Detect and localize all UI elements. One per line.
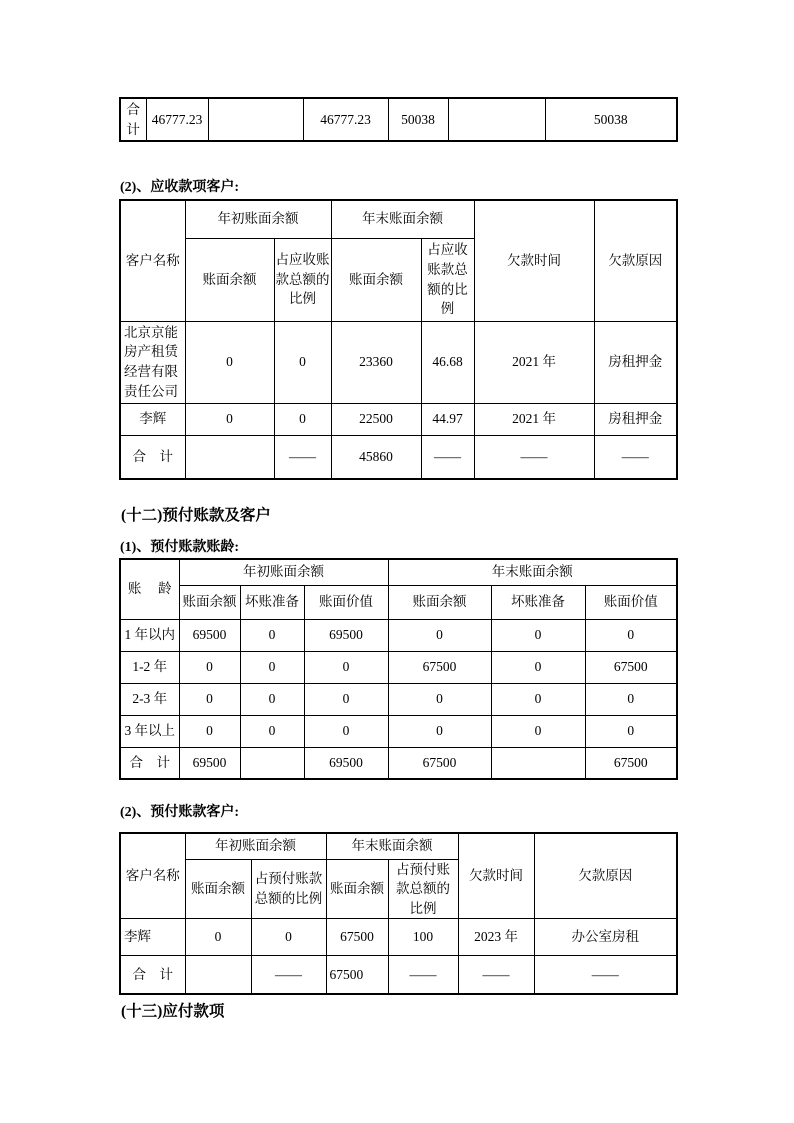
data-cell: 0: [179, 715, 240, 747]
table-row: [120, 321, 677, 403]
data-cell: 0: [185, 403, 274, 435]
data-cell: [240, 747, 304, 779]
data-cell: 67500: [585, 747, 677, 779]
header-ratio: 占预付账款总额的比例: [388, 859, 458, 919]
data-cell: 房租押金: [594, 403, 677, 435]
age-label-cell: 1-2 年: [120, 651, 179, 683]
data-cell: 22500: [331, 403, 421, 435]
header-end-balance-group: 年末账面余额: [331, 200, 474, 238]
header-book-balance: 账面余额: [185, 859, 251, 919]
header-ratio: 占预付账款总额的比例: [251, 859, 326, 919]
data-cell: ——: [474, 435, 594, 479]
data-cell: 50038: [388, 98, 448, 141]
data-cell: 69500: [179, 747, 240, 779]
data-cell: 50038: [545, 98, 677, 141]
data-cell: 0: [304, 651, 388, 683]
aging-total-row-table: [119, 97, 678, 142]
header-begin-balance-group: 年初账面余额: [185, 200, 331, 238]
data-cell: 0: [304, 715, 388, 747]
table-row: [120, 715, 677, 747]
header-ratio: 占应收账款总额的比例: [421, 238, 474, 321]
data-cell: 67500: [585, 651, 677, 683]
data-cell: 0: [179, 683, 240, 715]
data-cell: [185, 435, 274, 479]
data-cell: 0: [240, 683, 304, 715]
data-cell: 0: [240, 619, 304, 651]
data-cell: 67500: [388, 747, 491, 779]
heading-prepay-customers: (2)、预付账款客户:: [120, 805, 239, 820]
customer-name-cell: 李辉: [120, 403, 185, 435]
header-book-balance: 账面余额: [388, 585, 491, 619]
receivable-customers-table: [119, 199, 678, 480]
data-cell: 67500: [326, 919, 388, 956]
data-cell: ——: [274, 435, 331, 479]
customer-name-cell: 李辉: [120, 919, 185, 956]
header-end-balance-group: 年末账面余额: [326, 833, 458, 859]
header-debt-time: 欠款时间: [474, 200, 594, 321]
prepayment-aging-table: [119, 558, 678, 780]
data-cell: 0: [304, 683, 388, 715]
table-total-row: [120, 956, 677, 994]
data-cell: 0: [388, 619, 491, 651]
data-cell: 46.68: [421, 321, 474, 403]
data-cell: 0: [274, 403, 331, 435]
table-row: [120, 403, 677, 435]
age-label-cell: 1 年以内: [120, 619, 179, 651]
data-cell: 0: [491, 715, 585, 747]
heading-section-13: (十三)应付款项: [121, 1003, 225, 1020]
total-label-cell: 合计: [120, 98, 146, 141]
data-cell: 办公室房租: [534, 919, 677, 956]
data-cell: ——: [534, 956, 677, 994]
data-cell: 0: [491, 619, 585, 651]
data-cell: 2021 年: [474, 403, 594, 435]
header-end-balance-group: 年末账面余额: [388, 559, 677, 585]
header-begin-balance-group: 年初账面余额: [185, 833, 326, 859]
total-label-cell: 合 计: [120, 747, 179, 779]
table-header-row: [120, 200, 677, 238]
header-debt-reason: 欠款原因: [534, 833, 677, 919]
data-cell: 0: [240, 715, 304, 747]
table-row: [120, 651, 677, 683]
header-book-balance: 账面余额: [185, 238, 274, 321]
table-row: [120, 619, 677, 651]
data-cell: ——: [421, 435, 474, 479]
data-cell: 67500: [388, 651, 491, 683]
header-customer-name: 客户名称: [120, 833, 185, 919]
heading-prepay-aging: (1)、预付账款账龄:: [120, 540, 239, 555]
data-cell: 69500: [304, 619, 388, 651]
header-age: 账 龄: [120, 559, 179, 619]
data-cell: ——: [388, 956, 458, 994]
data-cell: ——: [594, 435, 677, 479]
data-cell: 100: [388, 919, 458, 956]
data-cell: [448, 98, 545, 141]
table-row: [120, 683, 677, 715]
data-cell: 0: [274, 321, 331, 403]
table-header-row: [120, 833, 677, 859]
data-cell: 23360: [331, 321, 421, 403]
data-cell: 0: [585, 683, 677, 715]
header-debt-reason: 欠款原因: [594, 200, 677, 321]
header-book-value: 账面价值: [304, 585, 388, 619]
age-label-cell: 2-3 年: [120, 683, 179, 715]
data-cell: 0: [179, 651, 240, 683]
data-cell: 0: [585, 715, 677, 747]
data-cell: ——: [458, 956, 534, 994]
table-row: [120, 919, 677, 956]
heading-section-12: (十二)预付账款及客户: [121, 507, 271, 524]
data-cell: 0: [240, 651, 304, 683]
data-cell: 2023 年: [458, 919, 534, 956]
header-book-value: 账面价值: [585, 585, 677, 619]
data-cell: 46777.23: [303, 98, 388, 141]
data-cell: 46777.23: [146, 98, 208, 141]
data-cell: 0: [585, 619, 677, 651]
data-cell: [185, 956, 251, 994]
header-bad-debt: 坏账准备: [491, 585, 585, 619]
data-cell: 0: [491, 651, 585, 683]
data-cell: 67500: [326, 956, 388, 994]
data-cell: 44.97: [421, 403, 474, 435]
data-cell: 0: [185, 321, 274, 403]
table-row: [120, 98, 677, 141]
total-label-cell: 合 计: [120, 956, 185, 994]
data-cell: 0: [185, 919, 251, 956]
heading-receivable-customers: (2)、应收款项客户:: [120, 180, 239, 195]
header-customer-name: 客户名称: [120, 200, 185, 321]
data-cell: [491, 747, 585, 779]
table-total-row: [120, 435, 677, 479]
header-ratio: 占应收账款总额的比例: [274, 238, 331, 321]
header-debt-time: 欠款时间: [458, 833, 534, 919]
data-cell: ——: [251, 956, 326, 994]
total-label-cell: 合 计: [120, 435, 185, 479]
data-cell: 69500: [304, 747, 388, 779]
age-label-cell: 3 年以上: [120, 715, 179, 747]
table-total-row: [120, 747, 677, 779]
header-book-balance: 账面余额: [326, 859, 388, 919]
header-book-balance: 账面余额: [331, 238, 421, 321]
data-cell: 房租押金: [594, 321, 677, 403]
header-bad-debt: 坏账准备: [240, 585, 304, 619]
data-cell: 45860: [331, 435, 421, 479]
data-cell: 0: [251, 919, 326, 956]
header-begin-balance-group: 年初账面余额: [179, 559, 388, 585]
data-cell: 0: [491, 683, 585, 715]
data-cell: 0: [388, 715, 491, 747]
prepayment-customers-table: [119, 832, 678, 995]
data-cell: 69500: [179, 619, 240, 651]
data-cell: 2021 年: [474, 321, 594, 403]
table-header-row: [120, 559, 677, 585]
data-cell: 0: [388, 683, 491, 715]
header-book-balance: 账面余额: [179, 585, 240, 619]
data-cell: [208, 98, 303, 141]
table-subheader-row: [120, 585, 677, 619]
customer-name-cell: 北京京能房产租赁经营有限责任公司: [120, 321, 185, 403]
